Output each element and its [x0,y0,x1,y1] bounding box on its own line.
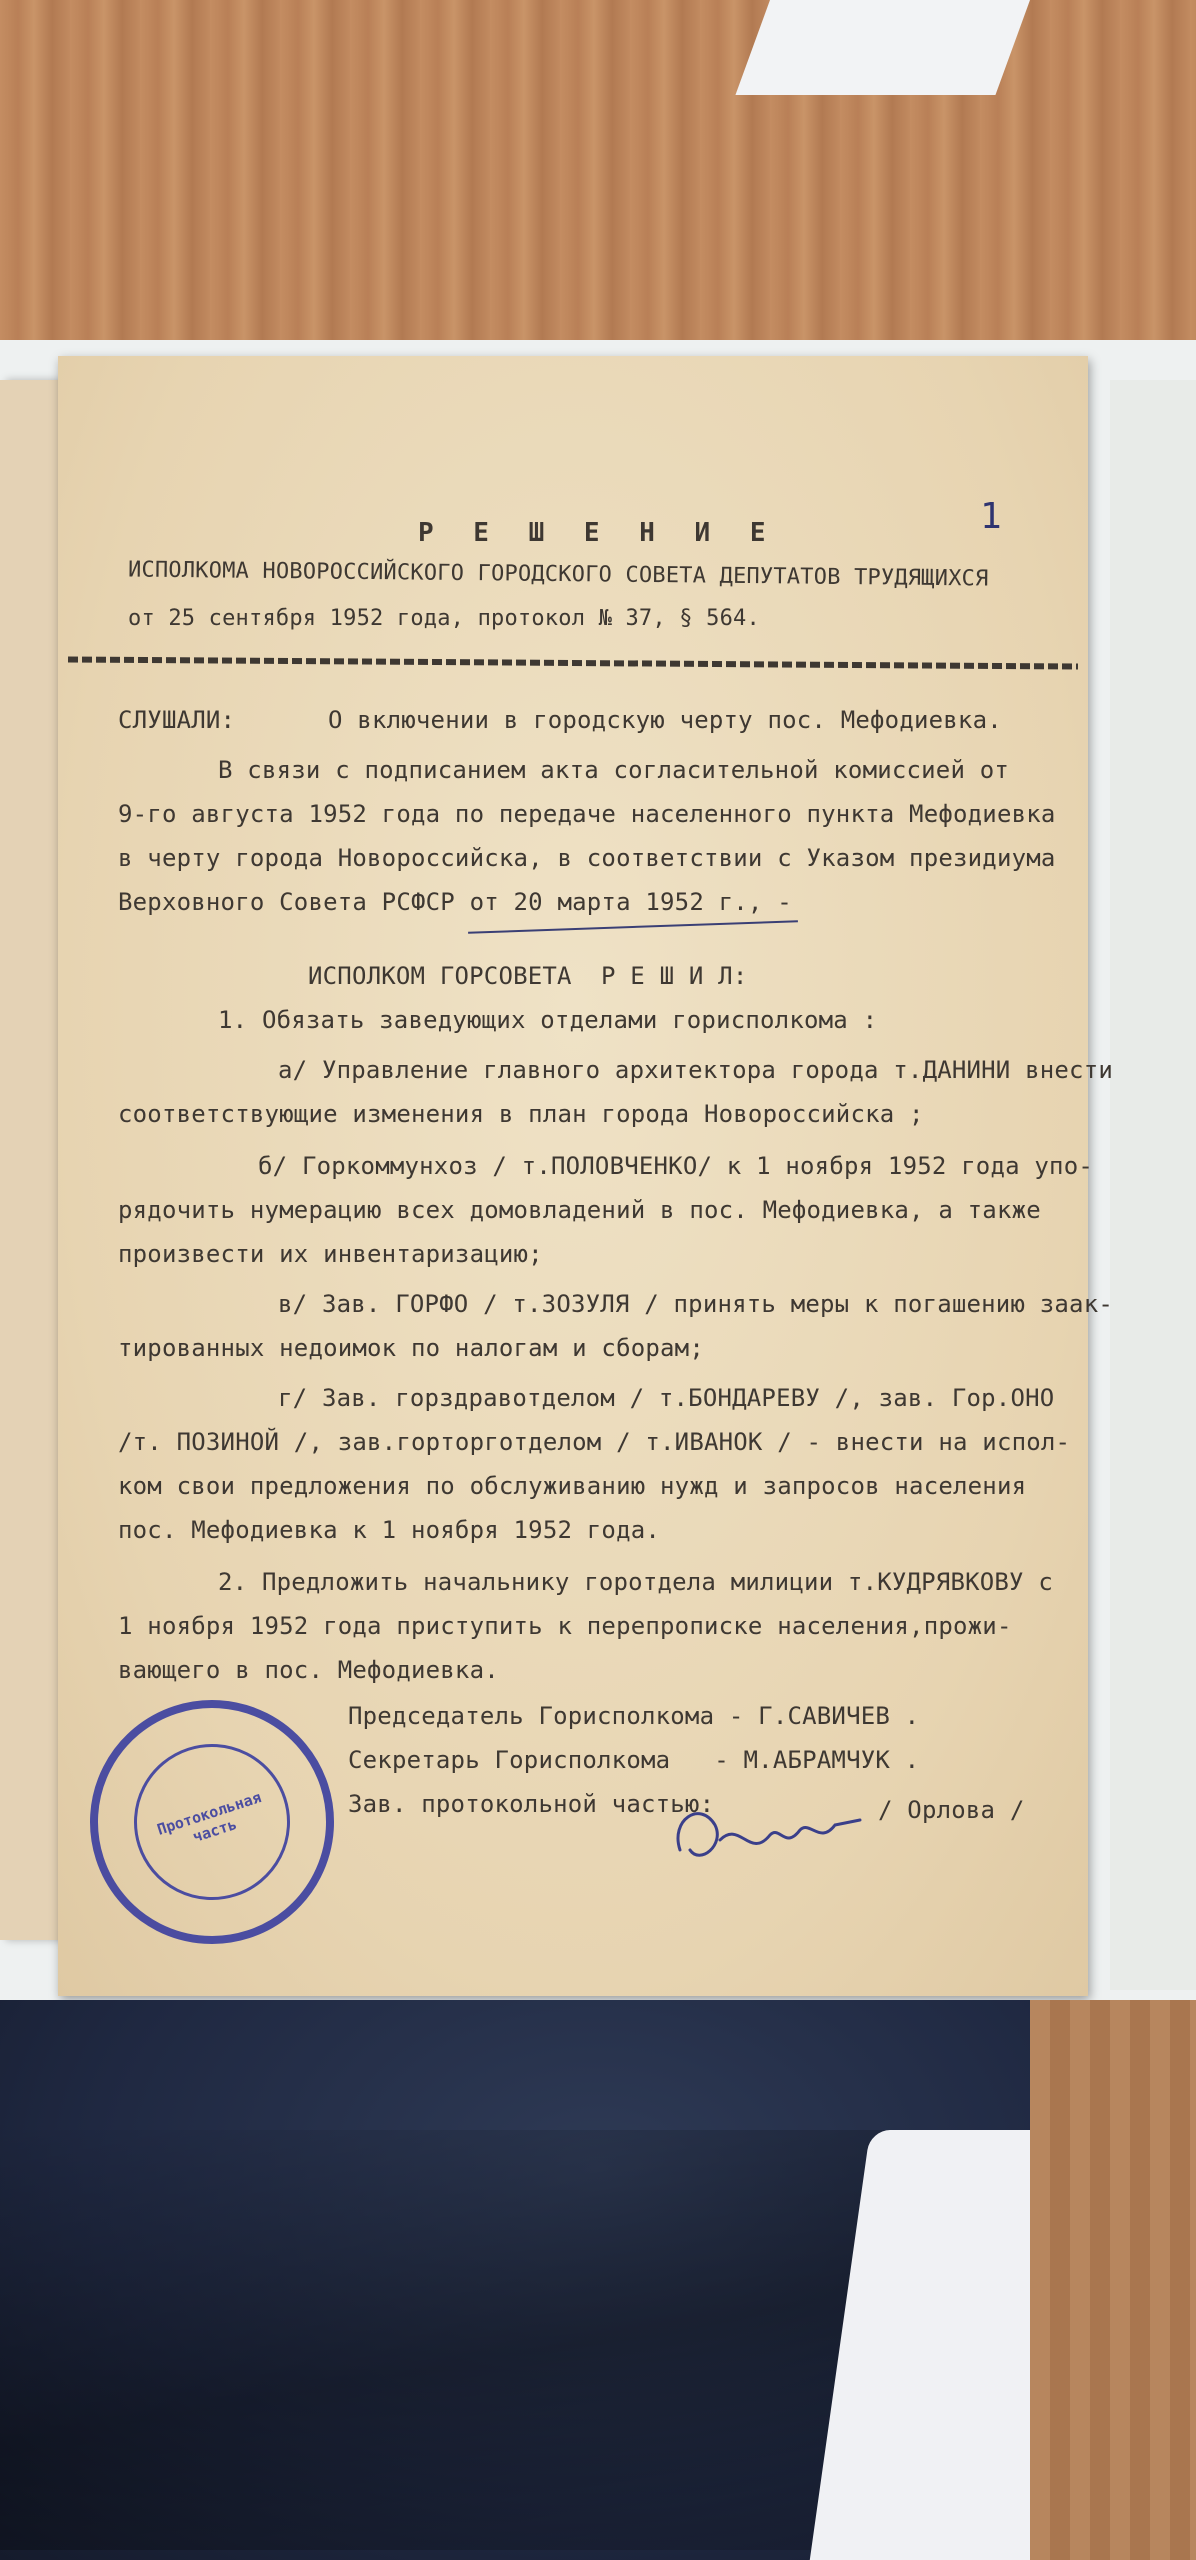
header-line-2: от 25 сентября 1952 года, протокол № 37, § 564. [128,606,760,631]
left-page-edge [0,380,58,1940]
seal-center-text: Протокольная часть [154,1788,264,1847]
item-1g-line-3: ком свои предложения по обслуживанию нужд и запросов населения [118,1472,1027,1500]
floor-corner [1030,2000,1196,2560]
decided-heading: ИСПОЛКОМ ГОРСОВЕТА Р Е Ш И Л: [308,962,748,990]
signature-secretary: Секретарь Горисполкома - М.АБРАМЧУК . [348,1746,920,1774]
item-1v-line-1: в/ Зав. ГОРФО / т.ЗОЗУЛЯ / принять меры к погашению заак- [278,1290,1114,1318]
item-2-line-2: 1 ноября 1952 года приступить к перепрописке населения,прожи- [118,1612,1012,1640]
item-1g-line-1: г/ Зав. горздравотделом / т.БОНДАРЕВУ /, зав. Гор.ОНО [278,1384,1055,1412]
item-1g-line-4: пос. Мефодиевка к 1 ноября 1952 года. [118,1516,661,1544]
para1-line-3: в черту города Новороссийска, в соответствии с Указом президиума [118,844,1056,872]
para1-line-4: Верховного Совета РСФСР от 20 марта 1952 г., - [118,888,792,916]
para1-line-1: В связи с подписанием акта согласительной комиссией от [218,756,1010,784]
item-1a-line-1: а/ Управление главного архитектора города т.ДАНИНИ внести [278,1056,1114,1084]
item-1a-line-2: соответствующие изменения в план города Новороссийска ; [118,1100,924,1128]
handwritten-signature [660,1790,890,1880]
item-1b-line-3: произвести их инвентаризацию; [118,1240,543,1268]
item-2-line-1: 2. Предложить начальнику горотдела милиции т.КУДРЯВКОВУ с [218,1568,1054,1596]
header-separator [68,656,1078,669]
item-1: 1. Обязать заведующих отделами горисполкома : [218,1006,878,1034]
wooden-table [0,0,1196,380]
item-1b-line-2: рядочить нумерацию всех домовладений в пос. Мефодиевка, а также [118,1196,1041,1224]
item-1g-line-2: /т. ПОЗИНОЙ /, зав.горторготделом / т.ИВАНОК / - внести на испол- [118,1428,1071,1456]
white-paper-corner [735,0,1030,95]
signature-protocol-head: Зав. протокольной частью: [348,1790,715,1818]
signature-protocol-name: / Орлова / [878,1796,1025,1824]
heard-label: СЛУШАЛИ: [118,706,236,734]
para1-line-2: 9-го августа 1952 года по передаче населенного пункта Мефодиевка [118,800,1056,828]
heard-text: О включении в городскую черту пос. Мефодиевка. [328,706,1002,734]
seal-inner-ring [114,1724,311,1921]
item-2-line-3: вающего в пос. Мефодиевка. [118,1656,499,1684]
document-title: Р Е Ш Е Н И Е [418,518,778,548]
header-line-1: ИСПОЛКОМА НОВОРОССИЙСКОГО ГОРОДСКОГО СОВЕТА ДЕПУТАТОВ ТРУДЯЩИХСЯ [127,557,989,592]
date-underline [468,920,798,934]
signature-chairman: Председатель Горисполкома - Г.САВИЧЕВ . [348,1702,920,1730]
right-page-edge [1110,380,1196,1990]
item-1b-line-1: б/ Горкоммунхоз / т.ПОЛОВЧЕНКО/ к 1 ноября 1952 года упо- [258,1152,1094,1180]
page-mark: 1 [980,496,1002,537]
item-1v-line-2: тированных недоимок по налогам и сборам; [118,1334,704,1362]
